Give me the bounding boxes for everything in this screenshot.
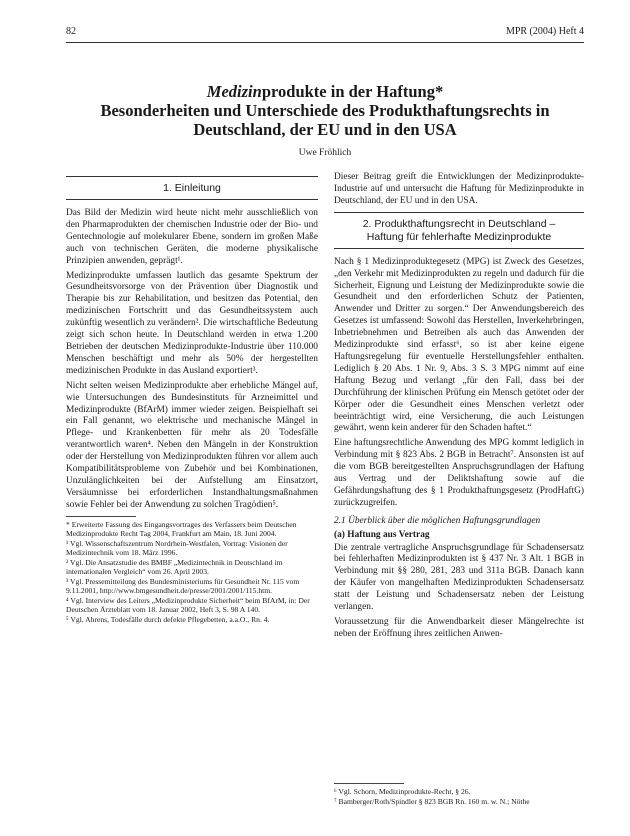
footnote: ¹ Vgl. Wissenschaftszentrum Nordrhein-Westfalen, Vortrag: Visionen der Medizintechnik vom 18. März 1996. [66, 538, 288, 557]
intro-paragraph: Dieser Beitrag greift die Entwicklungen der Medizinprodukte-Industrie auf und untersucht die Haftung für Medizinprodukte in Deutschland, der EU und in den USA. [334, 172, 584, 206]
paragraph: Medizinprodukte umfassen lautlich das gesamte Spektrum der Gesundheitsvorsorge von der Prävention über Diagnostik und Therapie bis zur Rehabilitation, und besitzen das Potential, den medizinischen Fortschritt und das Gesundheitssystem auch zukünftig wesentlich zu verändern². Die wirtschaftliche Bedeutung zeigt sich schon heute. In Deutschland werden in etwa 1.200 Betrieben der deutschen Medizinprodukte-Industrie über 110.000 Menschen beschäftigt und mehr als 50% der hergestellten medizinischen Produkte in das Ausland exportiert³. [66, 270, 318, 376]
footnote: ² Vgl. Die Ansatzstudie des BMBF „Medizintechnik in Deutschland im internationalen Vergleich“ vom 26. April 2003. [66, 557, 283, 576]
title-italic-part: Medizin [206, 82, 262, 101]
journal-reference: MPR (2004) Heft 4 [505, 26, 584, 37]
paragraph: Eine haftungsrechtliche Anwendung des MPG kommt lediglich in Verbindung mit § 823 Abs. 2 BGB in Betracht⁷. Ansonsten ist auf die vom BGB bereitgestellten Anspruchsgrundlagen der Haftung aus Vertrag und der Deliktshaftung sowie auf die Gefährdungshaftung des § 1 Produkthaftungsgesetz (ProdHaftG) zurückzugreifen. [334, 438, 584, 508]
section-heading-line-2: Haftung für fehlerhafte Medizinprodukte [366, 230, 552, 243]
paragraph: Das Bild der Medizin wird heute nicht mehr ausschließlich von den Pharmaprodukten der chemischen Industrie oder der Bio- und Gentechnologie auf molekularer Ebene, sondern im großen Maße auch von technischen Geräten, die moderne physikalische Prinzipien anwenden, geprägt¹. [66, 208, 318, 266]
footnote: ⁶ Vgl. Schorn, Medizinprodukte-Recht, § 26. [334, 787, 471, 796]
footnote-separator [66, 516, 136, 517]
footnote-separator [334, 783, 404, 784]
page-number: 82 [66, 26, 76, 37]
title-line-1-rest: produkte in der Haftung* [261, 82, 444, 101]
right-column [334, 172, 584, 644]
footnote: ³ Vgl. Pressemitteilung des Bundesministeriums für Gesundheit Nr. 115 vom 9.11.2001, http://www.bmgesundheit.de/presse/2001/2001/115.htm. [66, 576, 300, 595]
article-title [66, 82, 584, 139]
author-name: Uwe Fröhlich [298, 148, 352, 158]
section-heading-produkthaftung [334, 212, 584, 249]
paragraph: Die zentrale vertragliche Anspruchsgrundlage für Schadensersatz bei fehlerhaften Medizinprodukten ist § 437 Nr. 3 Alt. 1 BGB in Verbindung mit §§ 280, 281, 283 und 311a BGB. Danach kann der Käufer von mangelhaften Medizinprodukten Schadensersatz statt der Leistung und Schadensersatz neben der Leistung verlangen. [334, 542, 584, 613]
running-header [66, 26, 584, 40]
footnote: ⁵ Vgl. Ahrens, Todesfälle durch defekte Pflegebetten, a.a.O., Rn. 4. [66, 614, 270, 624]
section-heading-einleitung: 1. Einleitung [66, 176, 318, 200]
title-line-1 [66, 82, 584, 101]
paragraph: Voraussetzung für die Anwendbarkeit dieser Mängelrechte ist neben der Eröffnung ihres zeitlichen Anwen- [334, 617, 584, 639]
right-footnotes [334, 783, 584, 807]
subsubsection-heading: (a) Haftung aus Vertrag [334, 529, 430, 540]
header-rule [66, 42, 584, 43]
subsection-heading: 2.1 Überblick über die möglichen Haftungsgrundlagen [334, 515, 541, 526]
title-line-3: Deutschland, der EU und in den USA [193, 120, 457, 139]
paragraph: Nicht selten weisen Medizinprodukte aber erhebliche Mängel auf, wie Untersuchungen des Bundesinstituts für Arzneimittel und Medizinprodukte (BfArM) immer wieder zeigen. Beispielhaft sei ein Fall genannt, wo elektrische und mechanische Mängel in Pflege- und Krankenbetten für mehr als 20 Todesfälle verantwortlich waren⁴. Neben den Mängeln in der Konstruktion oder der Herstellung von Medizinprodukten führen vor allem auch Kompatibilitätsprobleme von Zubehör und bei Kombinationen, Unzulänglichkeiten bei der Aufstellung am Einsatzort, Versäumnisse bei erforderlichen Instandhaltungsmaßnahmen sowie Fehler bei der Anwendung zu solchen Tragödien⁵. [66, 380, 318, 510]
footnote: * Erweiterte Fassung des Eingangsvortrages des Verfassers beim Deutschen Medizinprodukte Recht Tag 2004, Frankfurt am Main, 18. Juni 2004. [66, 519, 297, 538]
paragraph: Nach § 1 Medizinproduktegesetz (MPG) ist Zweck des Gesetzes, „den Verkehr mit Medizinprodukten zu regeln und dadurch für die Sicherheit, Eignung und Leistung der Medizinprodukte sowie die Gesundheit und den erforderlichen Schutz der Patienten, Anwender und Dritter zu sorgen.“ Der Anwendungsbereich des Gesetzes ist umfassend: Sowohl das Herstellen, Inverkehrbringen, Inbetriebnehmen und Betreiben als auch das Anwenden der Medizinprodukte sind erfasst⁶, so ist aber keine eigene Haftungsregelung für eventuelle Herstellungsfehler enthalten. Lediglich § 20 Abs. 1 Nr. 9, Abs. 3 S. 3 MPG nimmt auf eine Haftung Bezug und verlangt „für den Fall, dass bei der Durchführung der klinischen Prüfung ein Mensch getötet oder der Körper oder die Gesundheit eines Menschen verletzt oder beeinträchtigt wird, eine Versicherung, die auch Leistungen gewährt, wenn kein anderer für den Schaden haftet.“ [334, 256, 584, 434]
footnote: ⁷ Bamberger/Roth/Spindler § 823 BGB Rn. 160 m. w. N.; Nöthe [334, 797, 530, 806]
title-line-2: Besonderheiten und Unterschiede des Produkthaftungsrechts in [100, 101, 550, 120]
footnote: ⁴ Vgl. Interview des Leiters „Medizinprodukte Sicherheit“ beim BfArM, in: Der Deutschen Ärzteblatt vom 18. Januar 2002, Heft 3, S. 98 A 140. [66, 595, 310, 614]
section-heading-line-1: 2. Produkthaftungsrecht in Deutschland – [362, 217, 556, 230]
left-column [66, 172, 318, 625]
